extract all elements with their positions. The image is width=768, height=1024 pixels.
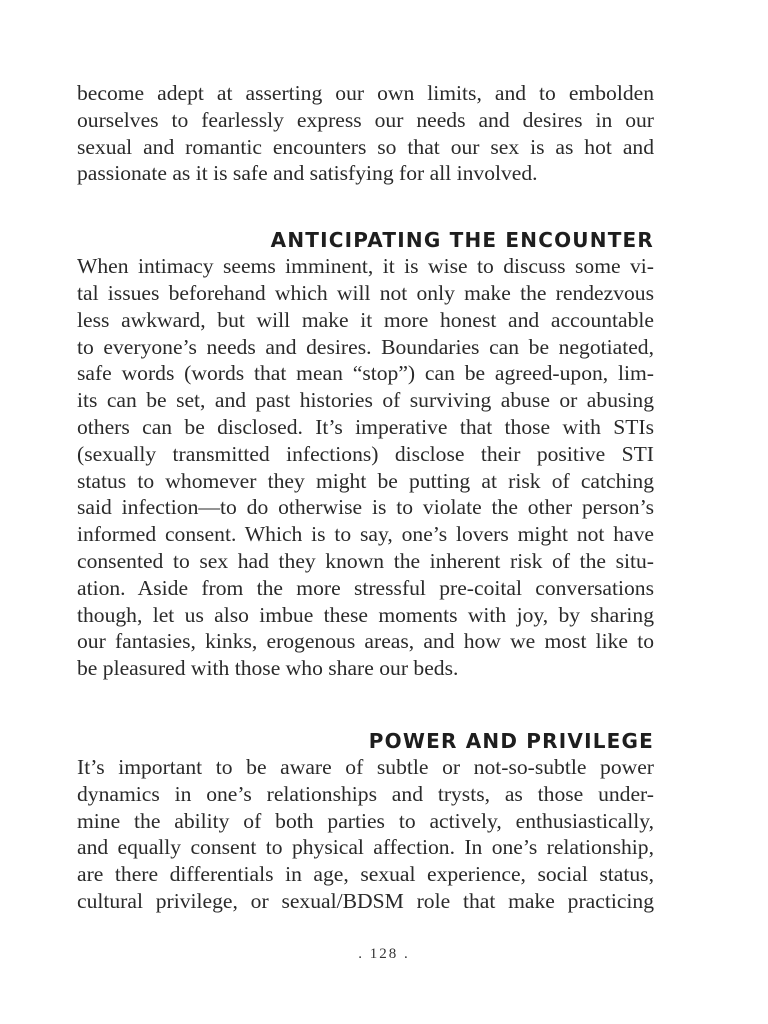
section-heading-anticipating: ANTICIPATING THE ENCOUNTER (270, 228, 654, 253)
text-line: less awkward, but will make it more honest and accountable (77, 307, 654, 332)
text-line: dynamics in one’s relationships and trysts, as those under- (77, 781, 654, 806)
book-page (77, 80, 654, 915)
text-line: informed consent. Which is to say, one’s lovers might not have (77, 522, 654, 547)
text-line: passionate as it is safe and satisfying for all involved. (77, 161, 538, 186)
text-line: said infection—to do otherwise is to violate the other person’s (77, 495, 654, 520)
intro-paragraph (77, 80, 654, 187)
text-line: ation. Aside from the more stressful pre-coital conversations (77, 575, 654, 600)
text-line: are there differentials in age, sexual experience, social status, (77, 862, 654, 887)
page-number: . 128 . (358, 946, 410, 962)
text-line: consented to sex had they known the inherent risk of the situ- (77, 548, 654, 573)
text-line: cultural privilege, or sexual/BDSM role that make practicing (77, 888, 654, 913)
text-line: and equally consent to physical affection. In one’s relationship, (77, 835, 654, 860)
text-line: tal issues beforehand which will not only make the rendezvous (77, 280, 654, 305)
text-line: When intimacy seems imminent, it is wise to discuss some vi- (77, 254, 654, 279)
text-line: others can be disclosed. It’s imperative that those with STIs (77, 414, 654, 439)
text-line: ourselves to fearlessly express our needs and desires in our (77, 107, 654, 132)
text-line: status to whomever they might be putting at risk of catching (77, 468, 654, 493)
section-heading-power: POWER AND PRIVILEGE (368, 728, 654, 753)
anticipating-paragraph (77, 253, 654, 682)
text-line: though, let us also imbue these moments with joy, by sharing (77, 602, 654, 627)
text-line: safe words (words that mean “stop”) can be agreed-upon, lim- (77, 361, 654, 386)
text-line: to everyone’s needs and desires. Boundaries can be negotiated, (77, 334, 654, 359)
text-line: (sexually transmitted infections) disclose their positive STI (77, 441, 654, 466)
power-paragraph (77, 754, 654, 915)
text-line: its can be set, and past histories of surviving abuse or abusing (77, 388, 654, 413)
text-line: our fantasies, kinks, erogenous areas, and how we most like to (77, 629, 654, 654)
text-line: be pleasured with those who share our beds. (77, 656, 459, 681)
text-line: It’s important to be aware of subtle or not-so-subtle power (77, 754, 654, 779)
text-line: become adept at asserting our own limits, and to embolden (77, 81, 654, 105)
text-line: sexual and romantic encounters so that our sex is as hot and (77, 134, 654, 159)
text-line: mine the ability of both parties to actively, enthusiastically, (77, 808, 654, 833)
